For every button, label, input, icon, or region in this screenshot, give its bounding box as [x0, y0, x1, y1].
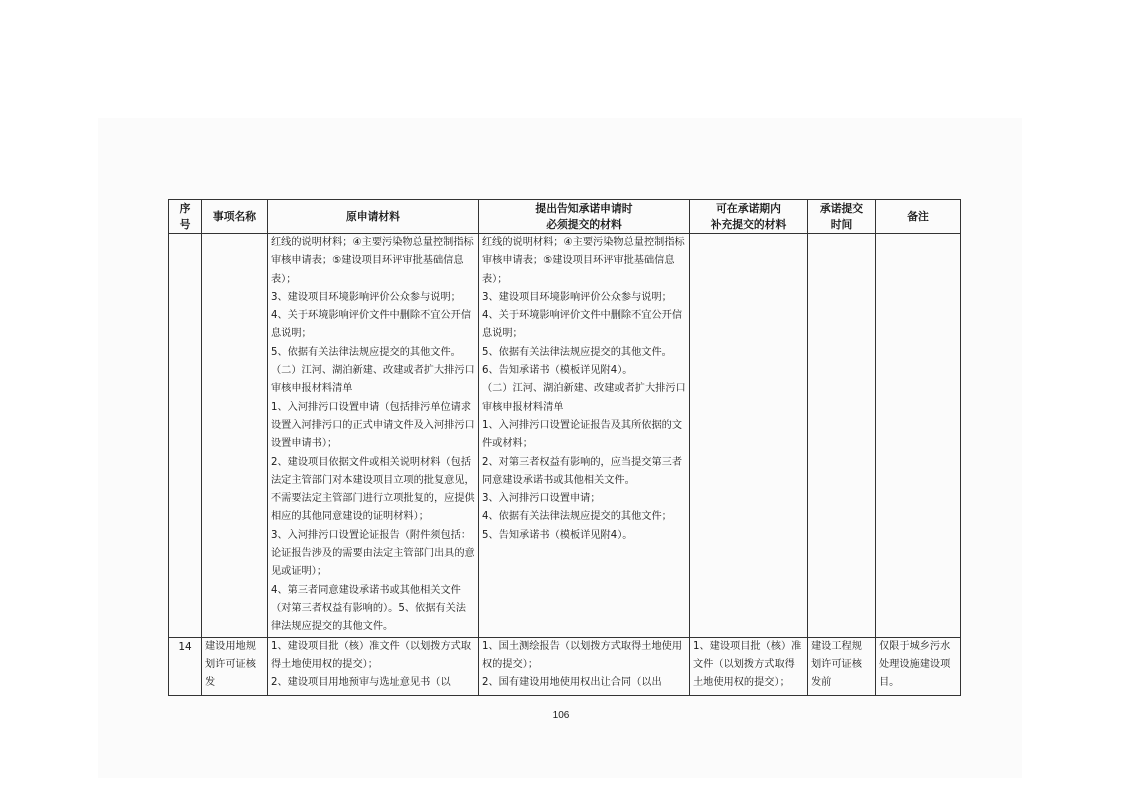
header-commit-time: 承诺提交 时间	[808, 200, 876, 234]
cell-item-name: 建设用地规划许可证核发	[202, 637, 268, 695]
page-number: 106	[552, 710, 570, 721]
cell-seq	[169, 234, 202, 638]
cell-supplement-materials	[690, 234, 808, 638]
header-required-materials: 提出告知承诺申请时 必须提交的材料	[479, 200, 690, 234]
table-row	[169, 234, 961, 638]
cell-commit-time: 建设工程规划许可证核发前	[808, 637, 876, 695]
header-item-name: 事项名称	[202, 200, 268, 234]
table-row	[169, 637, 961, 695]
cell-item-name	[202, 234, 268, 638]
cell-required-materials: 1、国土测绘报告（以划拨方式取得土地使用权的提交）； 2、国有建设用地使用权出让合同（以出	[479, 637, 690, 695]
cell-note: 仅限于城乡污水处理设施建设项目。	[876, 637, 961, 695]
cell-seq: 14	[169, 637, 202, 695]
cell-required-materials: 红线的说明材料；④主要污染物总量控制指标审核申请表；⑤建设项目环评审批基础信息表）； 3、建设项目环境影响评价公众参与说明； 4、关于环境影响评价文件中删除不宜公开信息说明； 5、依据有关法律法规应提交的其他文件。 6、告知承诺书（模板详见附4）。 （二）江河、湖泊新建、改建或者扩大排污口审核申报材料清单 1、入河排污口设置论证报告及其所依据的文件或材料； 2、对第三者权益有影响的，应当提交第三者同意建设承诺书或其他相关文件。 3、入河排污口设置申请； 4、依据有关法律法规应提交的其他文件； 5、告知承诺书（模板详见附4）。	[479, 234, 690, 638]
header-original-materials: 原申请材料	[268, 200, 479, 234]
header-supplement-materials: 可在承诺期内 补充提交的材料	[690, 200, 808, 234]
cell-original-materials: 红线的说明材料；④主要污染物总量控制指标审核申请表；⑤建设项目环评审批基础信息表）； 3、建设项目环境影响评价公众参与说明； 4、关于环境影响评价文件中删除不宜公开信息说明； 5、依据有关法律法规应提交的其他文件。 （二）江河、湖泊新建、改建或者扩大排污口审核申报材料清单 1、入河排污口设置申请（包括排污单位请求设置入河排污口的正式申请文件及入河排污口设置申请书）； 2、建设项目依据文件或相关说明材料（包括法定主管部门对本建设项目立项的批复意见，不需要法定主管部门进行立项批复的，应提供相应的其他同意建设的证明材料）； 3、入河排污口设置论证报告（附件须包括：论证报告涉及的需要由法定主管部门出具的意见或证明）； 4、第三者同意建设承诺书或其他相关文件（对第三者权益有影响的）。5、依据有关法律法规应提交的其他文件。	[268, 234, 479, 638]
cell-note	[876, 234, 961, 638]
header-seq: 序 号	[169, 200, 202, 234]
cell-commit-time	[808, 234, 876, 638]
materials-table	[168, 199, 961, 696]
cell-original-materials: 1、建设项目批（核）准文件（以划拨方式取得土地使用权的提交）； 2、建设项目用地预审与选址意见书（以	[268, 637, 479, 695]
header-note: 备注	[876, 200, 961, 234]
table-header-row	[169, 200, 961, 234]
cell-supplement-materials: 1、建设项目批（核）准文件（以划拨方式取得土地使用权的提交）；	[690, 637, 808, 695]
